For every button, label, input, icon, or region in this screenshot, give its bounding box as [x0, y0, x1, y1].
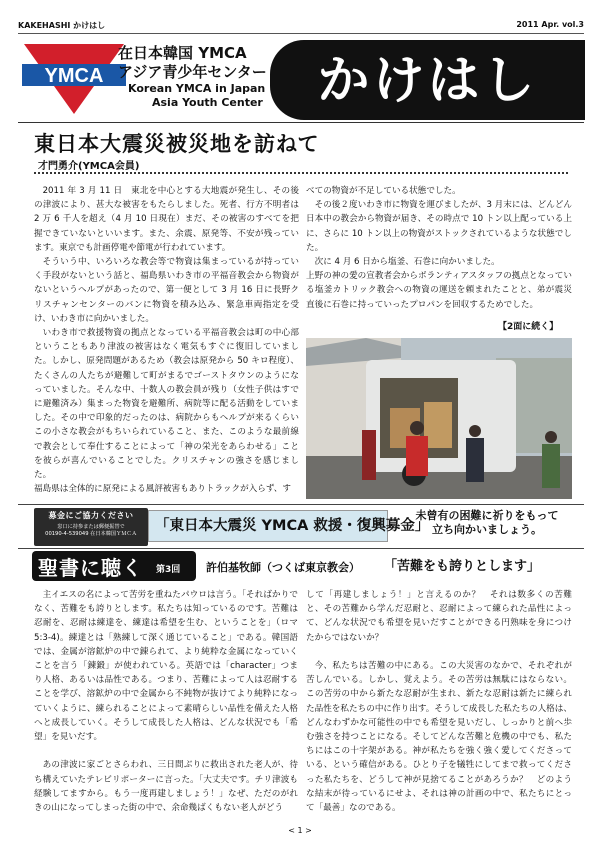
paragraph: いわき市で救援物資の拠点となっている平福音教会は町の中心部ということもあり津波の被害はなく電気もすぐに復旧していました。しかし、原発問題があるため（教会は原発から 50 キロ程度）、たくさんの人たちが避難して町がまるでゴーストタウンのようになっていました。そんな中、十数人の教会員が残り（女性子供はすでに避難済み）集まった物資を避難所、病院等に配る活動をしていました。その中で印象的だったのは、病院からもヘルプが来るくらいこの小さな教会がもちいられていること、また、このような最前線で教会として奉仕することによって「神の栄光をあらわせる」ことを彼らが喜んでいることでした。クリスチャンの強さを感じました。 — [34, 328, 299, 481]
fund-title: 「東日本大震災 YMCA 救援・復興募金」 — [155, 518, 430, 534]
continued-note: 【2面に続く】 — [498, 322, 559, 332]
donation-account: 00190-4-539049 在日本韓国ＹＭＣＡ — [45, 531, 137, 537]
logo-text: YMCA — [44, 65, 104, 87]
donation-instructions: 窓口に持参または郵便振替で — [57, 524, 125, 530]
sermon-title: 「苦難をも誇りとします」 — [384, 559, 541, 574]
paragraph: べての物資が不足している状態でした。 — [306, 186, 461, 196]
paragraph: 2011 年 3 月 11 日 東北を中心とする大地震が発生し、その後の津波により、甚大な被害をもたらしました。死者、行方不明者は 2 万 6 千人を超え（4 月 10 日現在）まだ、その被害のすべてを把握できていないといいます。また、余震、原発等、不安が残っています。東京でも計画停電や節電が行われています。 — [34, 186, 299, 253]
article-column-2 — [306, 184, 572, 312]
newsletter-name-small: KAKEHASHI かけはし — [18, 21, 106, 30]
column-number: 第3回 — [156, 565, 181, 575]
paragraph-gap — [34, 744, 298, 758]
article-column-1 — [34, 184, 299, 496]
photo-person-red — [406, 436, 428, 476]
donation-box — [34, 508, 148, 546]
relief-truck-photo — [306, 338, 572, 499]
paragraph: 上野の神の愛の宣教者会からボランティアスタッフの拠点となっている塩釜カトリック教会への物資の運送を頼まれたことと、弟が震災直後に石巻に持っていったプロパンを回収するためでした。 — [306, 271, 572, 310]
photo-boxes — [424, 402, 452, 448]
paragraph: 次に 4 月 6 日から塩釜、石巻に向かいました。 — [314, 257, 500, 268]
sermon-column-1 — [34, 588, 298, 815]
paragraph: その後２度いわき市に物資を運びましたが、3 月末には、どんどん日本中の教会から物資が届き、その時点で 10 トン以上配っている上に、さらに 10 トン以上の物資がストックされているような状態でした。 — [306, 200, 573, 253]
top-divider — [18, 33, 584, 34]
section-divider — [18, 548, 584, 549]
paragraph: あの津波に家ごとさらわれ、三日間ぶりに救出された老人が、待ち構えていたテレビリポーターに言った。「大丈夫です。チリ津波も経験してますから。もう一度再建しましょう！」なぜ、ただのがれきの山になってしまった街の中で、余命幾ばくもない老人がどう — [34, 760, 298, 814]
donation-heading: 募金にご協力ください — [48, 511, 134, 520]
paragraph: 今、私たちは苦難の中にある。この大災害のなかで、それぞれが苦しんでいる。しかし、覚えよう。その苦労は無駄にはならない。この苦労の中から新たな忍耐が生まれ、新たな忍耐は新たに練られた品性を私たちの中に作り出す。そうして成長した私たちの人格は、どんなわずかな可能性の中でも希望を見いだし、しっかりと前へ歩む強さを持つことになる。そしてどんな苦難と危機の中でも、私たちにはこの十字架がある。神が私たちを強く強く愛してくださっている、という確信がある。ひとり子を犠牲にしてまで救ってくださった私たちを、どうして神が見捨てることがあろうか？ どのような結末が待っているにせよ、それは神の計画の中で、私たちにとって「最善」なのである。 — [306, 661, 572, 814]
photo-person — [466, 438, 484, 482]
masthead-title: かけはし — [317, 51, 538, 111]
running-header — [18, 20, 584, 31]
paragraph: 主イエスの名によって苦労を重ねたパウロは言う。「そればかりでなく、苦難をも誇りとします。私たちは知っているのです。苦難は忍耐を、忍耐は練達を、練達は希望を生む、ということを」（ロマ5:3-4)。練達とは「熟練して深く通じていること」である。韓国語では、金属が溶鉱炉の中で錬られて、より純粋な金属になっていくことを言う「鍊鍛」が使われている。英語では「character」つまり人格、あるいは品性である。つまり、苦難によって人は忍耐することを学び、溶鉱炉の中で金属から不純物が抜けてより純粋になっていくように、練られることによって素晴らしい品性を備えた人格へと成長していく。そうして成長した人格は、どんな状況でも「希望」を見いだす。 — [34, 590, 298, 743]
paragraph: そういう中、いろいろな教会等で物資は集まっているが持っていく手段がないという話と、福島県いわき市の平福音教会から物資がないというヘルプがあったので、第一便として 3 月 16 日に長野クリスチャンセンターのバンに物資を積み込み、緊急車両指定を受け、いわき市に向かいました。 — [34, 257, 299, 324]
photo-person — [542, 444, 560, 488]
photo-person-head — [545, 431, 557, 443]
prayer-note: 未曾有の困難に祈りをもって 立ち向かいましょう。 — [415, 509, 559, 536]
paragraph: 福島県は全体的に原発による風評被害もありトラックが入らず、す — [34, 484, 291, 495]
section-divider — [18, 504, 584, 505]
photo-person-head — [410, 421, 424, 435]
org-name-jp: 在日本韓国 YMCA アジア青少年センター — [118, 44, 267, 81]
photo-person — [362, 430, 376, 480]
org-name-en: Korean YMCA in Japan Asia Youth Center — [128, 82, 266, 109]
preacher-name: 許伯基牧師（つくば東京教会） — [206, 561, 360, 574]
fund-title-box — [148, 510, 430, 542]
article-byline: 才門勇介(YMCA会員) — [38, 161, 140, 172]
sermon-column-2 — [306, 588, 572, 815]
issue-date: 2011 Apr. vol.3 — [516, 20, 584, 29]
page-number: < 1 > — [288, 826, 312, 835]
dotted-divider — [34, 172, 568, 174]
column-name: 聖書に聴く — [38, 556, 143, 580]
article-title: 東日本大震災被災地を訪ねて — [34, 132, 320, 156]
masthead-divider — [18, 122, 584, 123]
photo-person-head — [469, 425, 481, 437]
ymca-logo — [22, 42, 126, 116]
paragraph: して「再建しましょう！」と言えるのか？ それは数多くの苦難と、その苦難から学んだ忍耐と、忍耐によって練られた品性によって、どんな状況でも希望を見いだすことができる円熟味を身につけたからではないか？ — [306, 590, 572, 643]
paragraph-gap — [306, 645, 572, 659]
column-header — [32, 551, 196, 581]
